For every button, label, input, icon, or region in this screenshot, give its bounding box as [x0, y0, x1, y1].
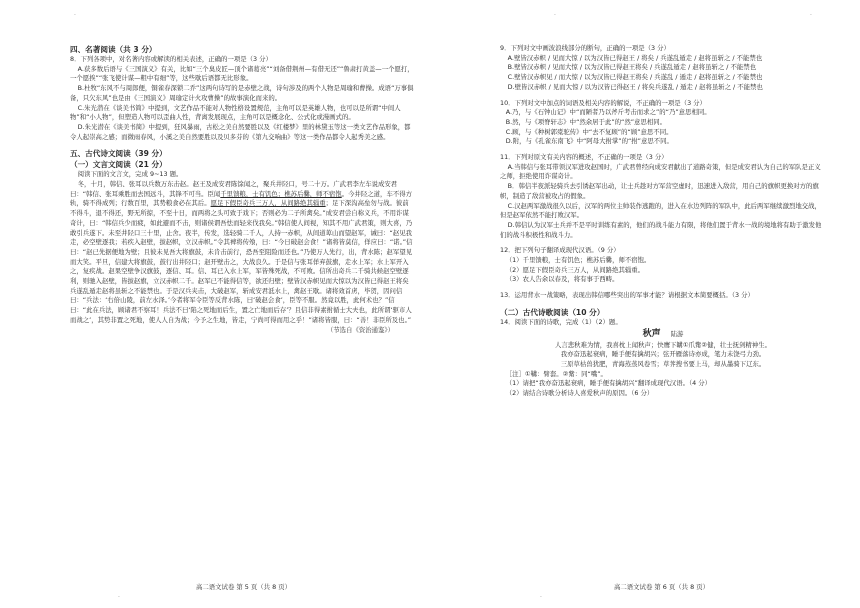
question-12-1: （1）千里馈粮，士有饥色；樵苏后爨，师不宿饱。 [505, 256, 651, 265]
scan-mark: · [810, 12, 812, 19]
option-11c: C.汉赵两军激战很久以后，汉军的两位主帅装作逃跑的，进入在水边列阵的军队中，此后两军继续激烈地交战，但是赵军依然不能打败汉军。 [500, 201, 821, 220]
option-9c: C.壁皆汉赤帜见 / 而大惊 / 以为汉皆已得赵王将矣 / 兵遂乱 / 遁走 / 赵将虽斩之 / 不能禁也 [507, 73, 763, 82]
left-page-column [70, 44, 414, 335]
option-8b: B.杜牧“东风不与周郎便，铜雀春深锁二乔”这两句诗写的是赤壁之战，诗句涉及的两个人物是周瑜和曹操。成语“万事俱备，只欠东风”也是由《三国演义》周瑜定计火攻曹操”的故事演化而来的。 [70, 84, 414, 102]
question-14-2: （2）请结合诗歌分析诗人喜爱秋声的原因。（6 分） [505, 389, 654, 398]
section-5-title: 五、古代诗文阅读（39 分） [70, 149, 167, 159]
question-9: 9．下列对文中画波浪线部分的断句，正确的一项是（3 分） [500, 44, 670, 52]
passage-text-2: 。今井陉之道，车不得方轨，骑不得成列；行数百里，其势粮食必在其后。 [70, 189, 413, 208]
option-10d: D.附，与《孔雀东南飞》中“阿母大拊掌”的“拊”意思不同。 [505, 137, 673, 146]
question-11: 11．下列对原文有关内容的概述，不正确的一项是（3 分） [500, 153, 668, 162]
subsection-1-title: （一）文言文阅读（21 分） [70, 160, 167, 170]
option-9d: D.壁皆汉赤帜 / 见而大惊 / 以为汉皆已得赵王 / 将矣兵遂乱 / 遁走 / 赵将虽斩之 / 不能禁也 [507, 82, 763, 91]
option-10b: B.然，与《项脊轩志》中“然余居于此”的“然”意思相同。 [505, 117, 667, 126]
page-footer-right: 高二语文试卷 第 6 页（共 8 页） [614, 583, 709, 591]
scan-mark: · [540, 594, 542, 601]
option-8c: C.朱光潜在《谈美书简》中提到，文艺作品不能对人物性格设置规范，主角可以是英雄人物，也可以是所谓“中间人物”和“小人物”，但塑造人物可以歪曲人性，背离发展现点，主角可以是概念化、公式化或漫画式的。 [70, 103, 401, 122]
question-12: 12．把下列句子翻译成现代汉语。（9 分） [500, 246, 620, 255]
passage-text-3: ；足下深沟高垒勿与战。彼前不得斗，退不得还，野无所掠，不至十日，而两将之头可致于戏下；否则必为二子所禽矣。”成安君尝自称义兵，不用诈谋奇计，曰：“韩信兵少而疲，如此避而不击，则诸侯谓吾怯而轻来伐我矣。”韩信使人间视，知其不用广武君策，则大喜，乃敢引兵遂下。未至井陉口三十里，止舍。夜半，传发，选轻骑二千人，人持一赤帜，从间道萆山而望赵军，诫曰：“赵见我走，必空壁逐我；若疾入赵壁，拔赵帜，立汉赤帜。”令其裨将传飧，曰：“今日破赵会食！”诸将皆莫信，佯应曰：“诺。”信曰：“赵已先据便地为壁；且彼未见吾大将旗鼓，未肯击前行，恐吾至阻险而还也。”乃使万人先行，出，背水陈；赵军望见而大笑。平旦，信建大将旗鼓，鼓行出井陉口；赵开壁击之，大战良久。于是信与张耳佯弃鼓旗，走水上军；水上军开入之，复疾战。赵果空壁争汉旗鼓，逐信、耳。信、耳已入水上军，军皆殊死战，不可败。信所出奇兵二千骑共候赵空壁逐利，则驰入赵壁，皆拔赵旗，立汉赤帜二千。赵军已不能得信等，欲还归壁；壁皆汉赤帜见而大惊以为汉皆已得赵王将矣兵遂乱遁走赵将虽斩之不能禁也。于是汉兵夹击，大破赵军，斩成安君泜水上，禽赵王歇。诸将效首虏，毕贺，因问信曰：“兵法：‘右倍山陵，前左水泽。’今者将军令臣等反背水陈，曰‘破赵会食’，臣等不服。然竟以胜，此何术也？”信曰：“此在兵法，顾诸君不察耳！兵法不曰‘陷之死地而后生，置之亡地而后存’？且信非得素拊循士大夫也，此所谓‘驱市人而战之’，其势非置之死地，使人人自为战；今予之生地，皆走，宁尚可得而用之乎！”诸将皆服，曰：“善！非臣所及也。” [70, 199, 413, 324]
poem-line-3: 三原草枯兽犹肥，青海蒸蒸风卷雪；草荠搜书要上马，却从墨骑下辽东。 [560, 359, 766, 368]
page-footer-left: 高二语文试卷 第 5 页（共 8 页） [196, 583, 291, 591]
underlined-sentence-1: 千里馈粮，士有饥色；樵苏后爨，师不宿饱 [220, 189, 342, 198]
poem-author: 陆游 [670, 329, 684, 338]
option-10c: C.顾，与《种树郭橐驼传》中“去不复顾”的“顾”意思不同。 [505, 127, 673, 136]
question-10: 10．下列对文中加点的词语及相关内容的解说，不正确的一项是（3 分） [500, 98, 706, 107]
scan-mark: · [74, 12, 76, 19]
option-9b: B.壁皆汉赤帜 / 见而大惊 / 以为汉皆已得赵王将矣 / 兵遂乱遁走 / 赵将虽斩之 / 不能禁也 [507, 63, 757, 72]
reading-instruction: 阅读下面的文言文，完成 9~13 题。 [77, 170, 183, 179]
option-11a: A.当韩信与张耳带领汉军进攻赵国时，广武君曾经向成安君献出了道路奇策，但是成安君认为自己的军队是正义之师，拒绝使用诈谋奇计。 [500, 162, 821, 181]
option-8d: D.朱光潜在《谈美书简》中提到，狂风暴雨，古松之美自然要胜以及《红楼梦》里的林黛玉等这一类文艺作品形象，都令人起崇高之感；而微雨春风，小溪之美自然要胜以及贝多芬的《第九交响曲》等这一类作品都令人起秀美之感。 [70, 122, 411, 141]
poem-title: 秋声 [642, 328, 661, 339]
option-8a: A.获多数后语与《三国演义》有关，比如“三个臭皮匠—顶个诸葛亮”“刘备借荆州—有借无还”“鲁肃打黄盖—一个愿打，一个愿挨”“张飞使计谋—粗中有细”等，这些歇后语都无比形象。 [70, 64, 414, 83]
passage-source: （节选自《资治通鉴》） [326, 325, 394, 334]
scan-mark: · [554, 12, 556, 19]
section-4-title: 四、名著阅读（共 3 分） [70, 45, 157, 54]
option-11d: D.韩信认为汉军士兵并不是平时训练有素的，他们的战斗能力有限，将他们置于背水一战的境地将有助于激发他们的战斗积极性和战斗力。 [500, 220, 822, 239]
poem-note: ［注］①鞲：臂套。②觜：同“嘴”。 [505, 369, 607, 378]
underlined-sentence-2: 愿足下假臣奇兵三万人，从间路绝其辎重 [210, 199, 326, 208]
poem-line-1: 人言悲秋难为情，我喜枕上闻秋声；快鹰下韝①爪觜②健，壮士抚剑精神生。 [555, 340, 771, 349]
question-14-1: （1）请把“我亦奋迅起衰病，睡手便有擒胡兴”翻译成现代汉语。（4 分） [505, 379, 712, 388]
subsection-2-title: （二）古代诗歌阅读（10 分） [500, 307, 605, 317]
passage-text-1: 冬，十月，韩信、张耳以兵数万东击赵。赵王及成安君陈馀闻之，聚兵井陉口，号二十万。广武君李左车说成安君曰：“韩信、张耳乘胜而去国远斗，其锋不可当。臣闻 [70, 180, 398, 198]
passage-paragraph [70, 180, 414, 326]
scan-mark: · [118, 594, 120, 601]
question-8: 8．下列各项中，对名著内容或解读的相关表述，正确的一项是（3 分） [70, 55, 272, 63]
right-page-column [500, 44, 826, 399]
question-12-3: （3）农人告余以春及，将有事于西畴。 [505, 275, 619, 284]
question-12-2: （2）愿足下假臣奇兵三万人，从间路绝其辎重。 [505, 265, 645, 274]
poem-heading [500, 328, 826, 341]
option-11b: B．韩信半夜派轻骑兵去引诱赵军出动，让士兵趁对方军营空虚时，迅速进入敌营，用自己的旗帜更换对方的旗帜，制造了敌营被攻占的假象。 [500, 182, 819, 200]
question-14: 14．阅读下面的诗歌，完成（1）（2）题。 [500, 317, 622, 326]
option-9a: A.壁皆汉赤帜 / 见而大惊 / 以为汉皆已得赵王 / 将矣 / 兵遂乱遁走 / 赵将虽斩之 / 不能禁也 [507, 53, 763, 62]
question-13: 13．运用背水一战策略，表现出韩信哪些突出的军事才能？请根据文本简要概括。（3 分） [500, 291, 754, 300]
option-10a: A.乃，与《石钟山记》中“而陋者乃以斧斤考击而求之”的“乃”意思相同。 [505, 108, 711, 117]
poem-line-2: 我亦奋迅起衰病，睡手便有擒胡兴；弦开雁落诗亦成，笔力未饶弓力劲。 [560, 350, 766, 359]
